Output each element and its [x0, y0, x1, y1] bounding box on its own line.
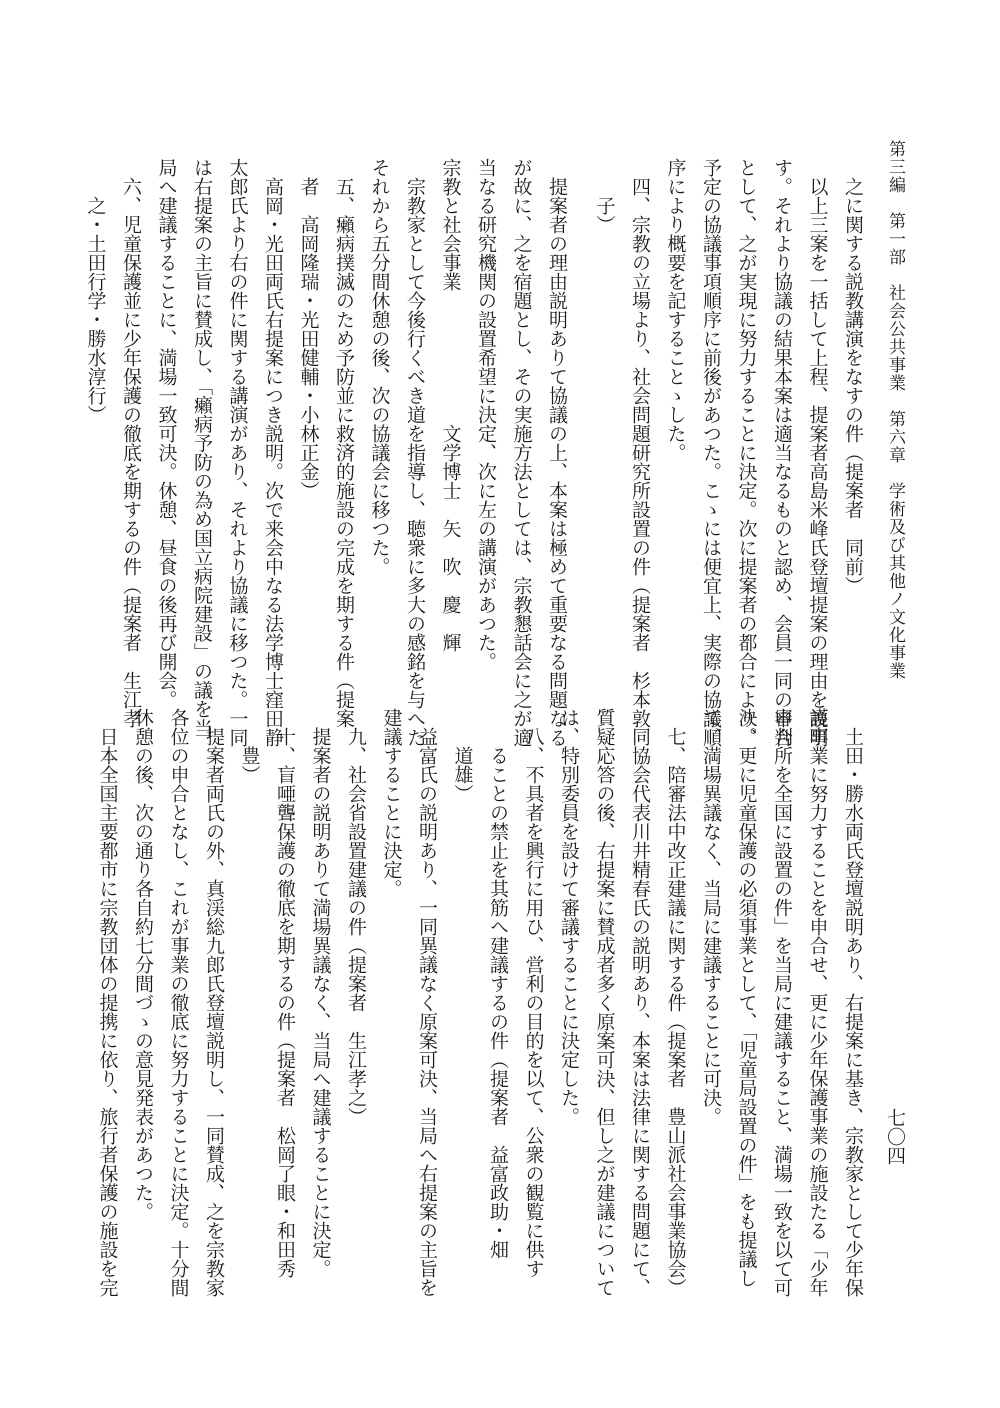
running-header: 第三編 第一部 社会公共事業 第六章 学術及び其他ノ文化事業 — [885, 140, 905, 680]
text-column: 各位の申合となし、これが事業の徹底に努力することに決定。十分間 — [167, 708, 190, 1297]
text-column: 宗教と社会事業 文学博士 矢 吹 慶 輝 — [439, 158, 462, 652]
text-column: 道雄） — [451, 746, 474, 803]
upper-text-block — [84, 158, 870, 747]
text-column: 四、宗教の立場より、社会問題研究所設置の件（提案者 杉本敦 — [629, 177, 651, 728]
text-column: 五、癩病撲滅のため予防並に救済的施設の完成を期する件（提案 — [333, 177, 355, 728]
text-column: 土田・勝水両氏登壇説明あり、右提案に基き、宗教家として少年保 — [842, 727, 864, 1297]
text-column: 七、陪審法中改正建議に関する件（提案者 豊山派社会事業協会） — [664, 727, 687, 1297]
text-column: 日本全国主要都市に宗教団体の提携に依り、旅行者保護の施設を完 — [96, 727, 119, 1297]
text-column: それから五分間休憩の後、次の協議会に移つた。 — [368, 158, 391, 576]
lower-text-block — [60, 708, 870, 1328]
text-column: 予定の協議事項順序に前後があつた。こゝには便宜上、実際の協議順 — [700, 158, 722, 747]
text-column: 豊） — [238, 746, 261, 784]
text-column: 子） — [593, 196, 616, 234]
text-column: 九、社会省設置建議の件（提案者 生江孝之） — [345, 727, 367, 1126]
text-column: 序により概要を記することゝした。 — [664, 158, 687, 462]
text-column: は右提案の主旨に賛成し、「癩病予防の為め国立病院建設」の議を当 — [191, 158, 213, 738]
text-column: 益富氏の説明あり、一同異議なく原案可決、当局へ右提案の主旨を — [416, 727, 438, 1297]
text-column: 八、不具者を興行に用ひ、営利の目的を以て、公衆の観覧に供す — [522, 727, 545, 1278]
text-column: 高岡・光田両氏右提案につき説明。次で来会中なる法学博士窪田静 — [262, 177, 284, 747]
text-column: 六、児童保護並に少年保護の徹底を期するの件（提案者 生江孝 — [120, 177, 142, 728]
page-number: 七〇四 — [884, 1108, 906, 1165]
text-column: は、特別委員を設けて審議することに決定した。 — [558, 708, 580, 1126]
text-column: す。それより協議の結果本案は適当なるものと認め、会員一同の申合 — [771, 158, 793, 747]
text-column: 当なる研究機関の設置希望に決定、次に左の講演があつた。 — [475, 158, 497, 671]
text-column: 審判所を全国に設置の件」を当局に建議すること、満場一致を以て可 — [771, 708, 793, 1297]
text-column: 宗教家として今後行くべき道を指導し、聴衆に多大の感銘を与へた — [404, 177, 426, 747]
text-column: 太郎氏より右の件に関する講演があり、それより協議に移つた。一同 — [226, 158, 249, 747]
text-column: 質疑応答の後、右提案に賛成者多く原案可決、但し之が建議について — [593, 708, 616, 1297]
text-column: 提案者の理由説明ありて協議の上、本案は極めて重要なる問題なる — [546, 177, 568, 747]
text-column: 十、盲唖聾保護の徹底を期するの件（提案者 松岡了眼・和田秀 — [274, 727, 296, 1278]
text-column: が故に、之を宿題とし、その実施方法としては、宗教懇話会に之が適 — [510, 158, 533, 747]
text-column: 休憩の後、次の通り各自約七分間づゝの意見発表があつた。 — [132, 708, 154, 1221]
text-column: 者 高岡隆瑞・光田健輔・小林正金） — [297, 177, 320, 500]
text-column: 以上三案を一括して上程、提案者高島米峰氏登壇提案の理由を説明 — [806, 177, 829, 747]
text-column: 建議することに決定。 — [380, 708, 403, 898]
text-column: 之・土田行学・勝水淳行） — [84, 196, 107, 424]
text-column: 提案者の説明ありて満場異議なく、当局へ建議することに決定。 — [309, 727, 332, 1278]
text-column: として、之が実現に努力することに決定。次に提案者の都合により、 — [735, 158, 758, 747]
text-column: 護事業に努力することを申合せ、更に少年保護事業の施設たる「少年 — [806, 708, 829, 1297]
text-column: 提案者両氏の外、真渓総九郎氏登壇説明し、一同賛成、之を宗教家 — [203, 727, 225, 1297]
text-column: 決。更に児童保護の必須事業として、「児童局設置の件」をも提議し — [735, 708, 758, 1288]
text-column: 之に関する説教講演をなすの件（提案者 同前） — [842, 177, 864, 595]
text-column: 局へ建議することに、満場一致可決。休憩、昼食の後再び開会。 — [155, 158, 178, 709]
text-column: ることの禁止を其筋へ建議するの件（提案者 益富政助・畑 — [487, 746, 509, 1259]
column-spacer — [574, 158, 586, 177]
text-column: 同協会代表川井精春氏の説明あり、本案は法律に関する問題にて、 — [629, 727, 651, 1297]
text-column: て、満場異議なく、当局に建議することに可決。 — [700, 708, 722, 1126]
